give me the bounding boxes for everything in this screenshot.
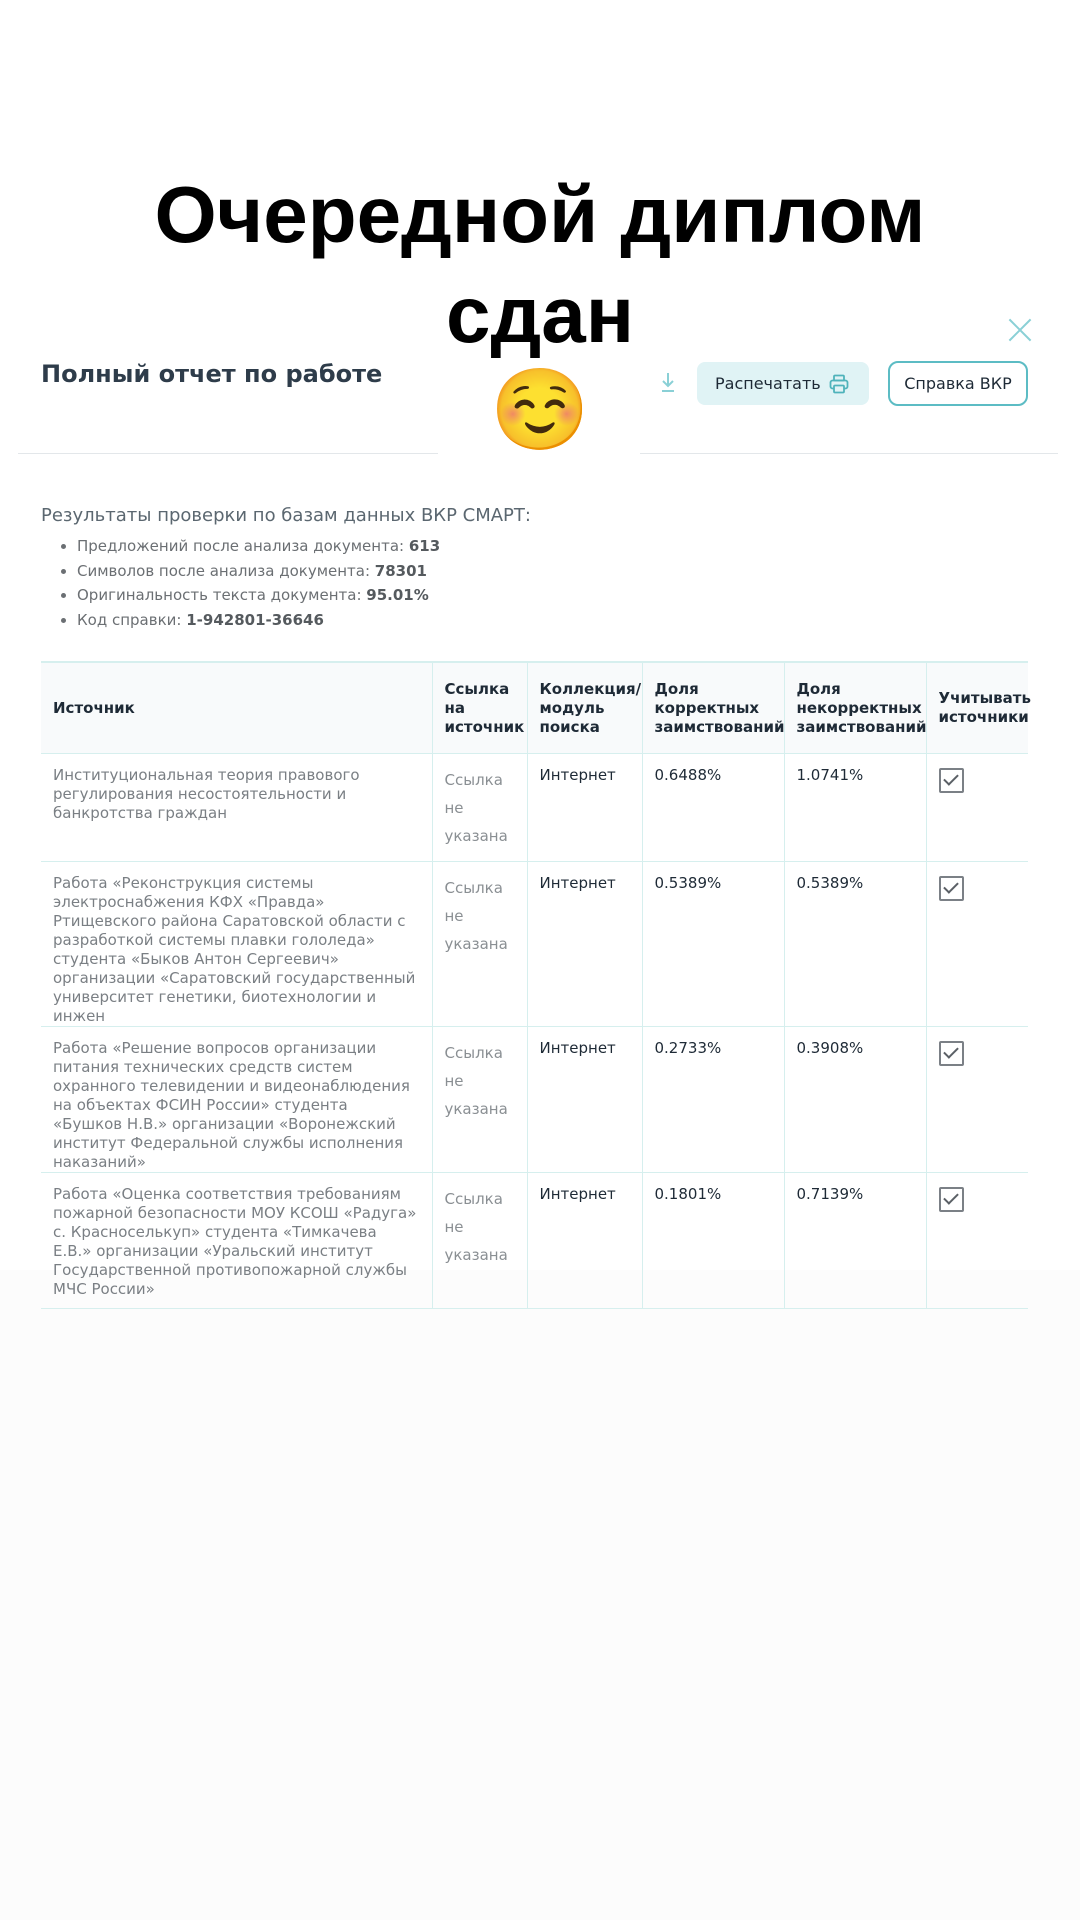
include-cell (926, 862, 1028, 1027)
collection-cell: Интернет (527, 862, 642, 1027)
col-include-sources: Учитывать источники (926, 663, 1028, 754)
collection-cell: Интернет (527, 1027, 642, 1173)
collection-cell: Интернет (527, 1173, 642, 1309)
sources-table (41, 663, 1031, 1309)
include-source-checkbox[interactable] (939, 768, 964, 793)
include-source-checkbox[interactable] (939, 876, 964, 901)
include-source-checkbox[interactable] (939, 1041, 964, 1066)
correct-share-cell: 0.6488% (642, 754, 784, 862)
correct-share-cell: 0.5389% (642, 862, 784, 1027)
col-correct-share: Доля корректных заимствований (642, 663, 784, 754)
source-cell: Институциональная теория правового регулирования несостоятельности и банкротства граждан (41, 754, 432, 862)
table-row (41, 1027, 1028, 1173)
table-row (41, 1173, 1028, 1309)
correct-share-cell: 0.1801% (642, 1173, 784, 1309)
source-cell: Работа «Реконструкция системы электроснабжения КФХ «Правда» Ртищевского района Саратовской области с разработкой системы плавки гололеда» студента «Быков Антон Сергеевич» организации «Саратовский государственный университет генетики, биотехнологии и инжен (41, 862, 432, 1027)
incorrect-share-cell: 0.5389% (784, 862, 926, 1027)
results-heading: Результаты проверки по базам данных ВКР СМАРТ: (41, 505, 531, 526)
collection-cell: Интернет (527, 754, 642, 862)
stat-originality: • Оригинальность текста документа: 95.01% (77, 583, 440, 608)
source-cell: Работа «Решение вопросов организации питания технических средств систем охранного телевидении и видеонаблюдения на объектах ФСИН России» студента «Бушков Н.В.» организации «Воронежский институт Федеральной службы исполнения наказаний» (41, 1027, 432, 1173)
smiling-face-emoji: ☺️ (490, 363, 590, 456)
col-incorrect-share: Доля некорректных заимствований (784, 663, 926, 754)
stats-list (41, 534, 440, 632)
include-cell (926, 1027, 1028, 1173)
vkp-certificate-button[interactable]: Справка ВКР (888, 361, 1028, 406)
print-button-label: Распечатать (715, 374, 821, 393)
col-source: Источник (41, 663, 432, 754)
table-row (41, 754, 1028, 862)
incorrect-share-cell: 0.7139% (784, 1173, 926, 1309)
link-cell: Ссылка не указана (432, 1173, 527, 1309)
correct-share-cell: 0.2733% (642, 1027, 784, 1173)
link-cell: Ссылка не указана (432, 754, 527, 862)
table-row (41, 862, 1028, 1027)
stat-sentences: • Предложений после анализа документа: 613 (77, 534, 440, 559)
col-collection: Коллекция/ модуль поиска (527, 663, 642, 754)
col-link: Ссылка на источник (432, 663, 527, 754)
incorrect-share-cell: 0.3908% (784, 1027, 926, 1173)
sources-table-container[interactable] (41, 661, 1031, 1298)
report-title: Полный отчет по работе (41, 360, 383, 388)
table-header-row (41, 663, 1028, 754)
caption-line-2: сдан (445, 270, 635, 359)
caption-line-1: Очередной диплом (154, 170, 926, 259)
include-cell (926, 1173, 1028, 1309)
include-cell (926, 754, 1028, 862)
include-source-checkbox[interactable] (939, 1187, 964, 1212)
source-cell: Работа «Оценка соответствия требованиям пожарной безопасности МОУ КСОШ «Радуга» с. Красноселькуп» студента «Тимкачева Е.В.» организации «Уральский институт Государственной противопожарной службы МЧС России» (41, 1173, 432, 1309)
incorrect-share-cell: 1.0741% (784, 754, 926, 862)
overlay-caption (0, 165, 1080, 365)
link-cell: Ссылка не указана (432, 1027, 527, 1173)
stat-characters: • Символов после анализа документа: 78301 (77, 559, 440, 584)
link-cell: Ссылка не указана (432, 862, 527, 1027)
stat-certificate-code: • Код справки: 1-942801-36646 (77, 608, 440, 633)
